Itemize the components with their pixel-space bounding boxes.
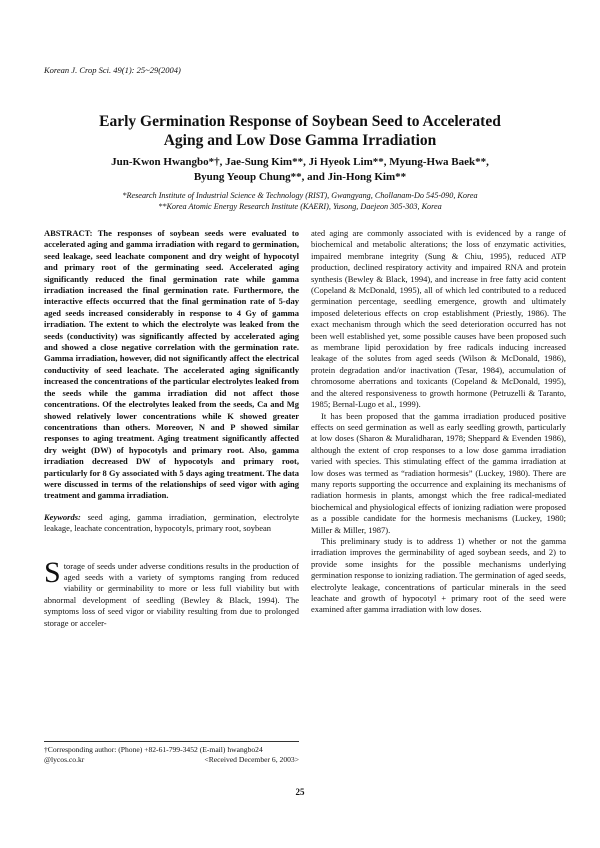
journal-citation: Korean J. Crop Sci. 49(1): 25~29(2004) [44, 65, 181, 75]
author-list [40, 155, 560, 184]
keywords-label: Keywords: [44, 511, 81, 522]
corresponding-author-footnote [44, 741, 299, 765]
paper-title [40, 112, 560, 150]
affiliations [30, 190, 570, 212]
page-number: 25 [295, 787, 305, 797]
keywords [44, 512, 299, 535]
affiliation-1: *Research Institute of Industrial Science & Technology (RIST), Gwangyang, Chollanam-Do 545-090, Korea [122, 191, 478, 200]
authors-line-2: Byung Yeoup Chung**, and Jin-Hong Kim** [193, 170, 407, 183]
authors-line-1: Jun-Kwon Hwangbo*†, Jae-Sung Kim**, Ji Hyeok Lim**, Myung-Hwa Baek**, [111, 156, 489, 168]
received-date: <Received December 6, 2003> [204, 755, 299, 764]
drop-cap: S [44, 555, 61, 589]
keywords-text: seed aging, gamma irradiation, germination, electrolyte leakage, leachate concentration, hypocotyls, primary root, soybean [44, 511, 299, 534]
affiliation-2: **Korea Atomic Energy Research Institute (KAERI), Yusong, Daejeon 305-303, Korea [158, 202, 442, 211]
footnote-email-tail: @lycos.co.kr [44, 755, 85, 764]
title-line-1: Early Germination Response of Soybean Seed to Accelerated [99, 113, 501, 130]
body-paragraph-2: It has been proposed that the gamma irradiation produced positive effects on seed germination as well as early seedling growth, particularly at low doses (Sharon & Muralidharan, 1978; Sheppard & Evenden 1986), although the extent of crop responses to a low dose gamma irradiation varied with species. This stimulating effect of the gamma irradiation at low doses was termed as “radiation hormesis” (Luckey, 1980). There are many reports supporting the occurrence and explaining its mechanisms of radiation hormesis in plants, amongst which the free radical-mediated biochemical and physiological effects of ionizing radiation were proposed as a possible candidate for the hormesis mechanisms (Luckey, 1980; Miller & Miller, 1987). [311, 410, 566, 535]
body-paragraph-1: ated aging are commonly associated with is evidenced by a range of biochemical and metabolic alterations; the loss of enzymatic activities, impaired membrane integrity (Sung & Chiu, 1995), reduced ATP production, declined respiratory activity and impaired RNA and protein synthesis (Bewley & Black, 1994), and increase in free fatty acid content (Copeland & McDonald, 1995), all of which led contributed to a reduced germination percentage, seedling emergence, growth and ultimately imposed deleterious effects on crop establishment (Priestly, 1986). The exact mechanism through which the seed deterioration occurred has not been well established yet, some possible causes have been proposed such as membrane lipid peroxidation by free radicals inducing increased leakage of the solutes from aged seeds (Wilson & McDonald, 1986), protein degradation and/or inactivation (Tesar, 1984), accumulation of chromosome aberrations and toxicants (Copeland & McDonald, 1995), and the altered responsiveness to growth hormone (Petruzelli & Taranto, 1985; Bernal-Lugo et al., 1999). [311, 228, 566, 410]
body-paragraph-3: This preliminary study is to address 1) whether or not the gamma irradiation improves the germinability of aged soybean seeds, and 2) to provide some insights for the possible mechanisms underlying germination response to ionizing radiation. The germination of aged seeds, electrolyte leakage, concentrations of particular minerals in the seed leachate and growth of hypocotyl + primary root of the seed were examined after gamma irradiation with low doses. [311, 535, 566, 615]
introduction-text: torage of seeds under adverse conditions results in the production of aged seeds with a variety of symptoms ranging from reduced viability or germinability to more or less full viability but with abnormal development of seedling (Bewley & Black, 1994). The symptoms loss of seed vigor or viability resulting from due to prolonged storage or acceler- [44, 560, 299, 628]
footnote-contact: †Corresponding author: (Phone) +82-61-799-3452 (E-mail) hwangbo24 [44, 745, 263, 754]
abstract: ABSTRACT: The responses of soybean seeds were evaluated to accelerated aging and gamma irradiation with regard to germination, seed leakage, seed leachate component and dry weight of hypocotyl and primary root of the germinating seed. Accelerated aging significantly reduced the final germination rate while gamma irradiation increased the final germination rate. Furthermore, the interactive effects occurred that the final germination rate of 5-day aged seeds increased considerably in response to 4 Gy of gamma irradiation. The extent to which the electrolyte was leaked from the seeds (conductivity) was significantly affected by accelerated aging and showed a close negative correlation with the germination rate. Gamma irradiation, however, did not significantly affect the electrical conductivity of seed leachate. The accelerated aging significantly increased the concentrations of the particular electrolytes leaked from the seeds while the gamma irradiation did not affect those concentrations. Of the electrolytes leaked from the seeds, Ca and Mg showed relatively lower concentrations while K showed greater concentrations than others. Moreover, N and P showed similar responses to aging treatment. Aging treatment significantly affected dry weight (DW) of hypocotyls and primary root. Also, gamma irradiation decreased DW of hypocotyls and primary root, particularly for 8 Gy associated with 5 days aging treatment. The data were discussed in terms of the relationships of seed vigor with aging treatment and gamma irradiation. [44, 228, 299, 501]
left-column [44, 228, 299, 629]
introduction-paragraph [44, 555, 299, 629]
right-column [311, 228, 566, 616]
footnote-row [44, 755, 299, 765]
title-line-2: Aging and Low Dose Gamma Irradiation [163, 132, 437, 149]
